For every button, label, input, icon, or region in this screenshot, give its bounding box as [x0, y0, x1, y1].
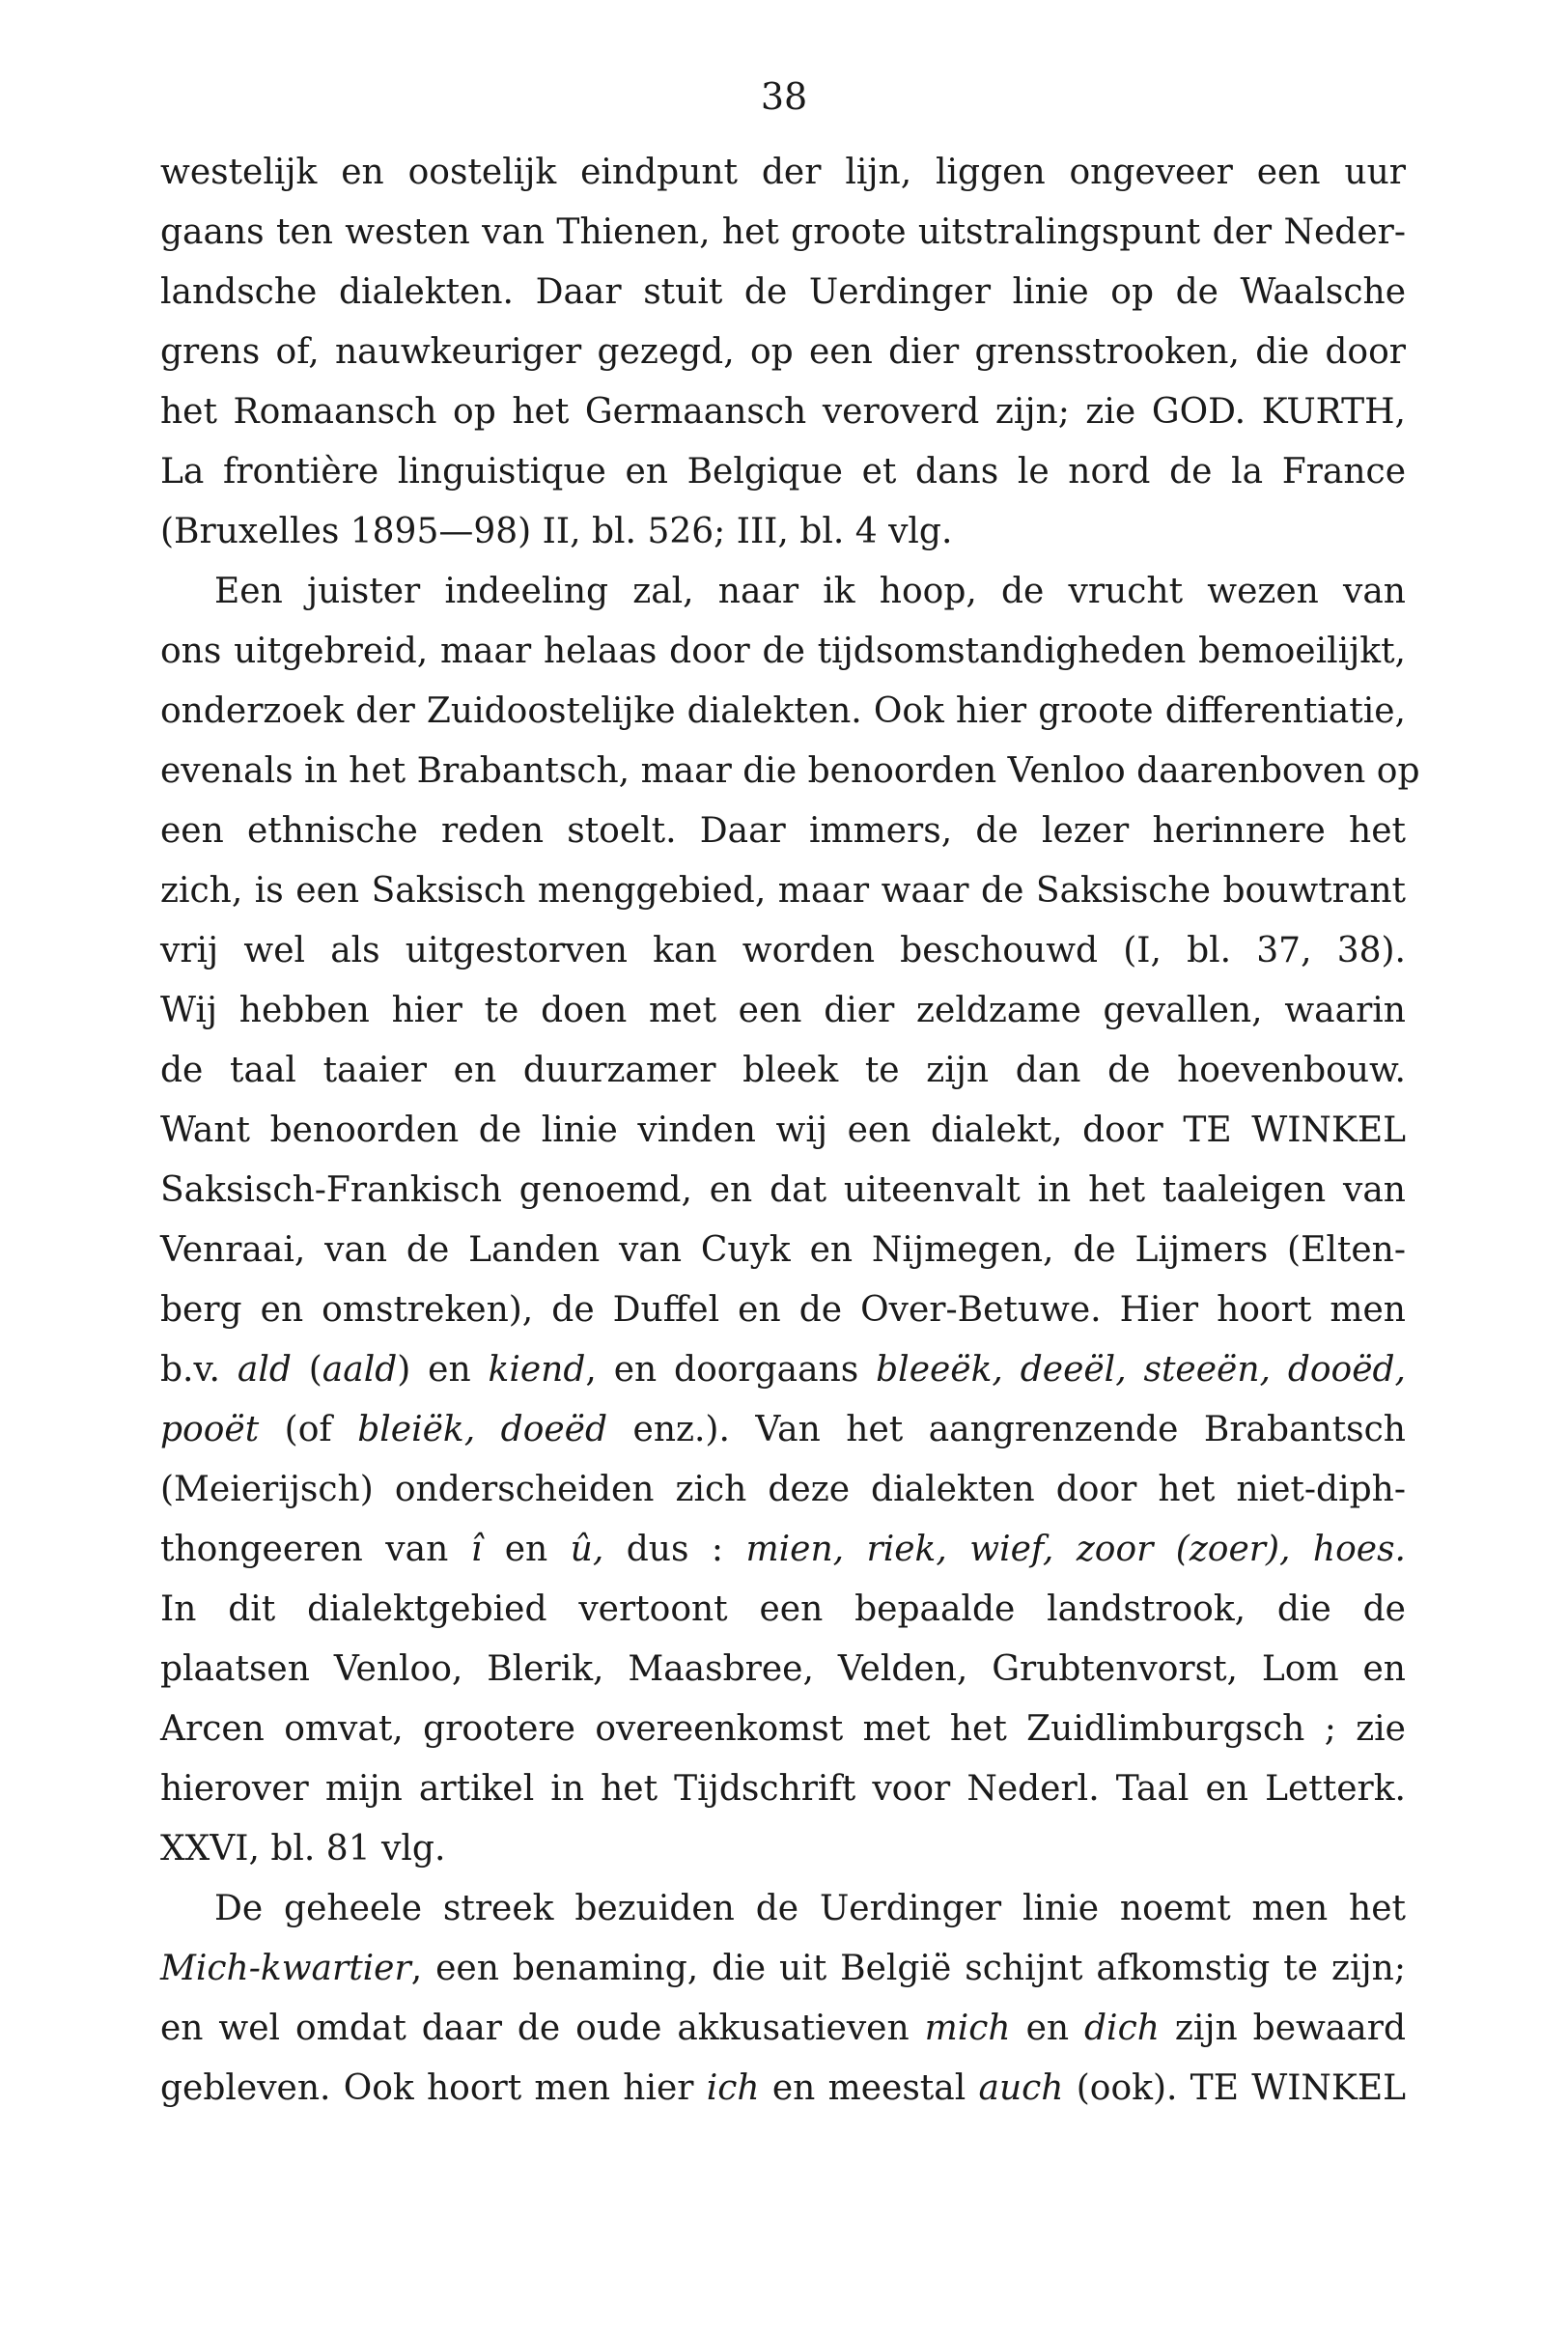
text-span: gebleven. Ook hoort men hier — [160, 2068, 694, 2108]
text-line: Saksisch-Frankisch genoemd, en dat uiteenvalt in het taaleigen van — [160, 1170, 1406, 1210]
text-line: (Bruxelles 1895—98) II, bl. 526; III, bl. 4 vlg. — [160, 512, 953, 551]
text-line: onderzoek der Zuidoostelijke dialekten. Ook hier groote differentiatie, — [160, 691, 1406, 731]
italic-word: û, — [570, 1530, 604, 1569]
text-line: plaatsen Venloo, Blerik, Maasbree, Velden, Grubtenvorst, Lom en — [160, 1649, 1406, 1689]
text-line — [160, 1939, 1406, 1999]
text-line — [160, 1999, 1406, 2059]
text-line: Want benoorden de linie vinden wij een dialekt, door TE WINKEL — [160, 1110, 1406, 1150]
italic-word: dich — [1084, 2009, 1160, 2048]
text-line: een ethnische reden stoelt. Daar immers, de lezer herinnere het — [160, 811, 1406, 851]
italic-words: mien, riek, wief, zoor (zoer), hoes. — [745, 1530, 1406, 1569]
text-line: gaans ten westen van Thienen, het groote uitstralingspunt der Neder- — [160, 212, 1406, 252]
page-number: 38 — [760, 75, 808, 118]
text-line: berg en omstreken), de Duffel en de Over-Betuwe. Hier hoort men — [160, 1290, 1406, 1330]
text-line: XXVI, bl. 81 vlg. — [160, 1829, 446, 1869]
text-span: en meestal — [771, 2068, 966, 2108]
text-span: en — [1025, 2009, 1070, 2048]
italic-word: ich — [706, 2068, 760, 2108]
italic-word: auch — [978, 2068, 1064, 2108]
text-span: b.v. — [160, 1350, 220, 1390]
text-line: Wij hebben hier te doen met een dier zeldzame gevallen, waarin — [160, 991, 1406, 1030]
text-line — [160, 1340, 1406, 1400]
text-line: Een juister indeeling zal, naar ik hoop, de vrucht wezen van — [214, 572, 1406, 611]
text-span: , een benaming, die uit België schijnt afkomstig te zijn; — [410, 1949, 1406, 1988]
paragraph — [160, 562, 1420, 1879]
italic-word: î — [470, 1530, 483, 1569]
text-span: (of — [284, 1410, 332, 1449]
text-span: (ook). TE WINKEL — [1076, 2068, 1407, 2108]
italic-word: mich — [924, 2009, 1011, 2048]
text-span: enz.). Van het aangrenzende Brabantsch — [632, 1410, 1406, 1449]
body-text — [160, 143, 1420, 2119]
text-line: zich, is een Saksisch menggebied, maar waar de Saksische bouwtrant — [160, 871, 1406, 911]
text-line: La frontière linguistique en Belgique et dans le nord de la France — [160, 452, 1406, 492]
text-line: De geheele streek bezuiden de Uerdinger linie noemt men het — [214, 1889, 1406, 1928]
italic-word: ald — [237, 1350, 292, 1390]
italic-words: bleiëk, doeëd — [357, 1410, 608, 1449]
text-line: het Romaansch op het Germaansch veroverd zijn; zie GOD. KURTH, — [160, 392, 1406, 432]
text-line: (Meierijsch) onderscheiden zich deze dialekten door het niet-diph- — [160, 1470, 1406, 1509]
text-span: dus : — [626, 1530, 724, 1569]
text-line: grens of, nauwkeuriger gezegd, op een dier grensstrooken, die door — [160, 332, 1406, 372]
text-span: zijn bewaard — [1174, 2009, 1406, 2048]
text-span: , en doorgaans — [585, 1350, 859, 1390]
text-span: thongeeren van — [160, 1530, 449, 1569]
text-line: In dit dialektgebied vertoont een bepaalde landstrook, die de — [160, 1589, 1406, 1629]
text-line: hierover mijn artikel in het Tijdschrift voor Nederl. Taal en Letterk. — [160, 1769, 1406, 1809]
text-span: ( — [308, 1350, 322, 1390]
text-line: Arcen omvat, grootere overeenkomst met het Zuidlimburgsch ; zie — [160, 1709, 1406, 1749]
italic-word: Mich-kwartier — [160, 1949, 411, 1988]
italic-word: pooët — [160, 1410, 260, 1449]
italic-words: bleeëk, deeël, steeën, dooëd, — [876, 1350, 1407, 1390]
italic-word: aald — [322, 1350, 398, 1390]
text-span: en — [504, 1530, 548, 1569]
text-span: ) en — [397, 1350, 471, 1390]
text-line — [160, 1400, 1406, 1460]
text-line — [160, 1520, 1406, 1580]
italic-word: kiend — [488, 1350, 586, 1390]
text-line: evenals in het Brabantsch, maar die benoorden Venloo daarenboven op — [160, 751, 1420, 791]
text-line: vrij wel als uitgestorven kan worden beschouwd (I, bl. 37, 38). — [160, 931, 1406, 970]
paragraph — [160, 1879, 1406, 2119]
text-line: Venraai, van de Landen van Cuyk en Nijmegen, de Lijmers (Elten- — [160, 1230, 1406, 1270]
text-line: landsche dialekten. Daar stuit de Uerdinger linie op de Waalsche — [160, 272, 1406, 312]
paragraph — [160, 143, 1406, 562]
text-line: ons uitgebreid, maar helaas door de tijdsomstandigheden bemoeilijkt, — [160, 632, 1406, 671]
text-line: westelijk en oostelijk eindpunt der lijn, liggen ongeveer een uur — [160, 153, 1406, 192]
text-line — [160, 2059, 1406, 2119]
text-line: de taal taaier en duurzamer bleek te zijn dan de hoevenbouw. — [160, 1051, 1406, 1090]
text-span: en wel omdat daar de oude akkusatieven — [160, 2009, 910, 2048]
